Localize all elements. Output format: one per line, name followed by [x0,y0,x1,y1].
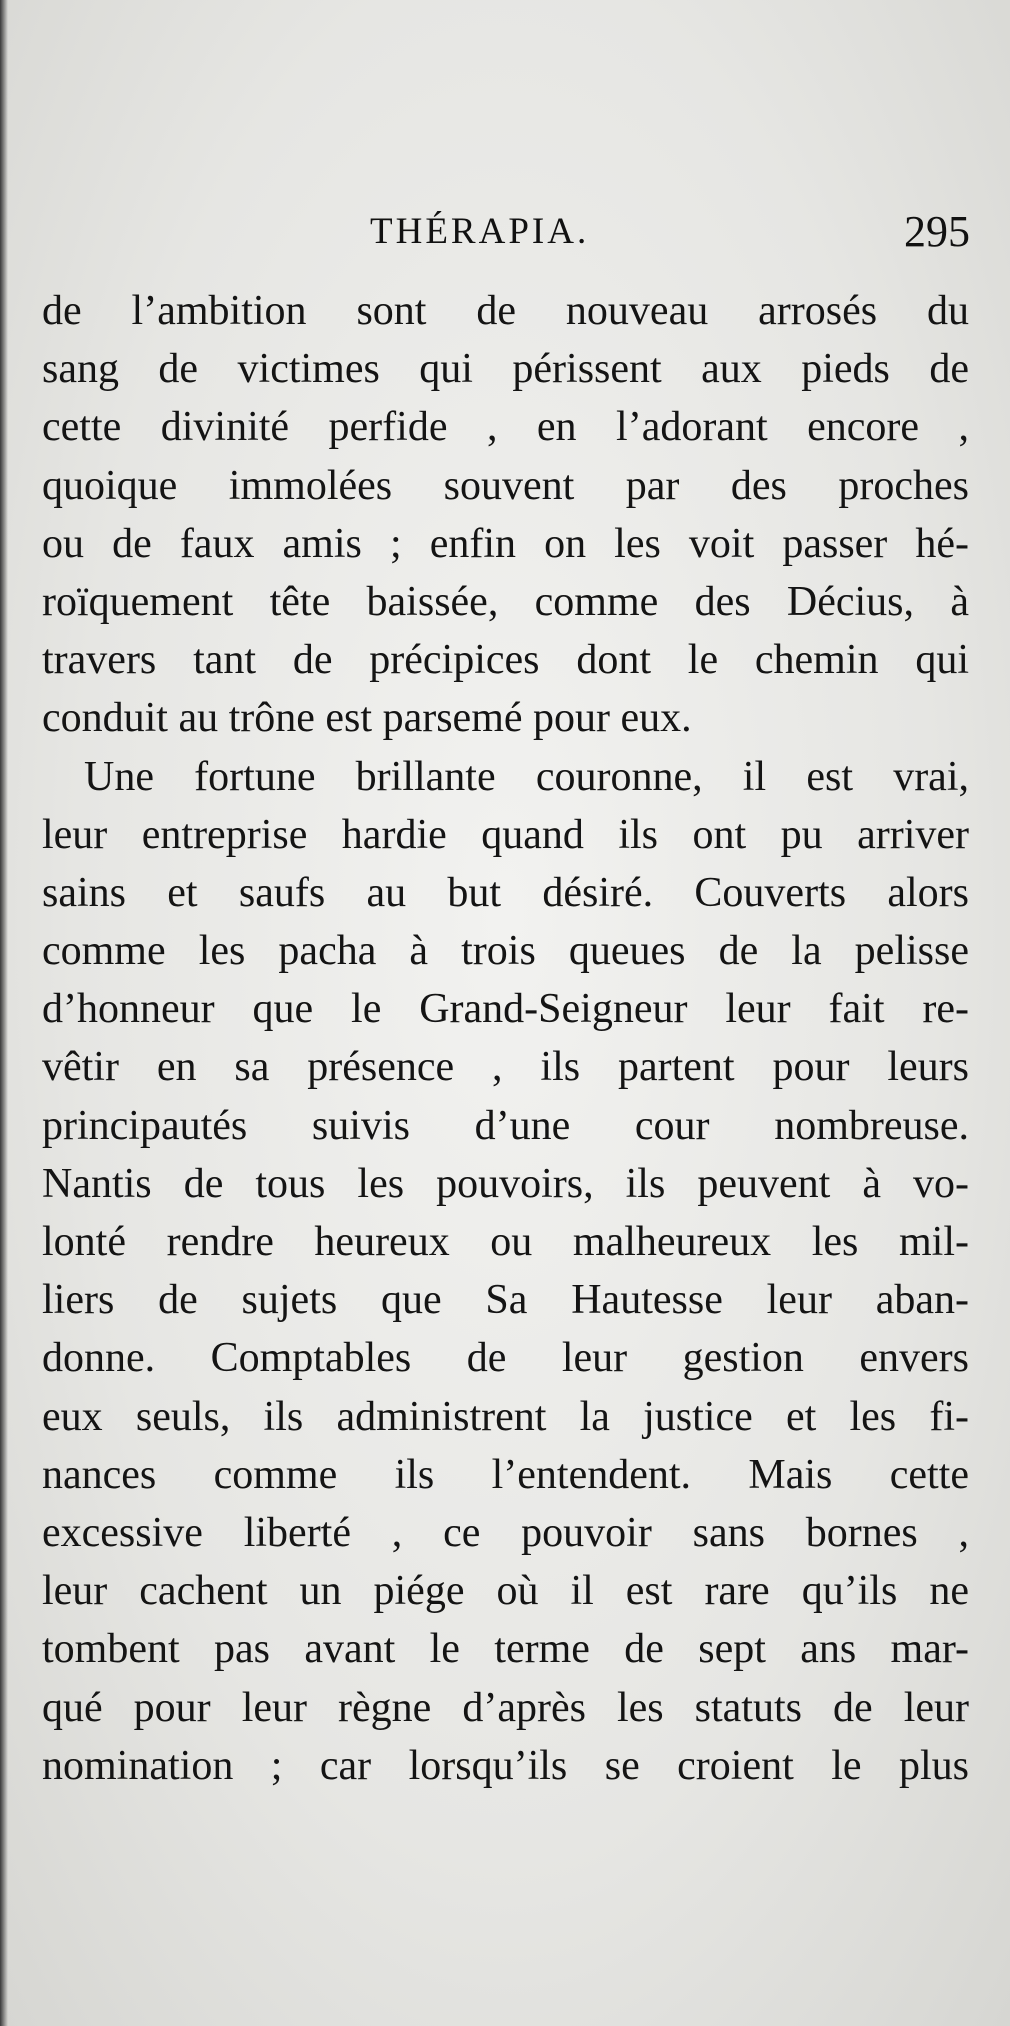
text-line: sains et saufs au but désiré. Couverts alors [42,869,969,916]
text-line: d’honneur que le Grand-Seigneur leur fait re- [42,986,969,1033]
text-line: excessive liberté , ce pouvoir sans bornes , [42,1509,969,1556]
text-line: donne. Comptables de leur gestion envers [42,1335,969,1382]
running-title: THÉRAPIA. [370,211,590,252]
text-line: travers tant de précipices dont le chemin qui [42,637,969,684]
text-line: cette divinité perfide , en l’adorant encore , [42,404,969,451]
text-line: lonté rendre heureux ou malheureux les mil- [42,1219,969,1265]
page-gutter-shadow [0,0,8,2026]
text-line: nances comme ils l’entendent. Mais cette [42,1451,969,1498]
running-head [40,207,970,270]
text-line: roïquement tête baissée, comme des Décius, à [42,578,969,625]
text-line: liers de sujets que Sa Hautesse leur aban- [42,1277,969,1324]
text-line: qué pour leur règne d’après les statuts de leur [42,1684,969,1731]
text-line: conduit au trône est parsemé pour eux. [42,695,692,742]
text-line: leur entreprise hardie quand ils ont pu arriver [42,811,969,858]
text-line: Nantis de tous les pouvoirs, ils peuvent à vo- [42,1160,969,1207]
page-number: 295 [904,207,970,256]
text-line: sang de victimes qui périssent aux pieds de [42,346,969,393]
text-line: quoique immolées souvent par des proches [42,462,969,509]
text-line: de l’ambition sont de nouveau arrosés du [42,288,969,334]
text-line: ou de faux amis ; enfin on les voit passer hé- [42,520,969,567]
text-line: tombent pas avant le terme de sept ans mar- [42,1626,969,1673]
text-line: Une fortune brillante couronne, il est vrai, [84,753,969,800]
text-line: principautés suivis d’une cour nombreuse. [42,1102,969,1149]
text-line: leur cachent un piége où il est rare qu’ils ne [42,1568,969,1615]
body-text [42,282,969,1795]
text-line: vêtir en sa présence , ils partent pour leurs [42,1044,969,1091]
text-line: comme les pacha à trois queues de la pelisse [42,928,969,975]
text-line: eux seuls, ils administrent la justice et les fi- [42,1393,969,1440]
text-line: nomination ; car lorsqu’ils se croient le plus [42,1742,969,1789]
